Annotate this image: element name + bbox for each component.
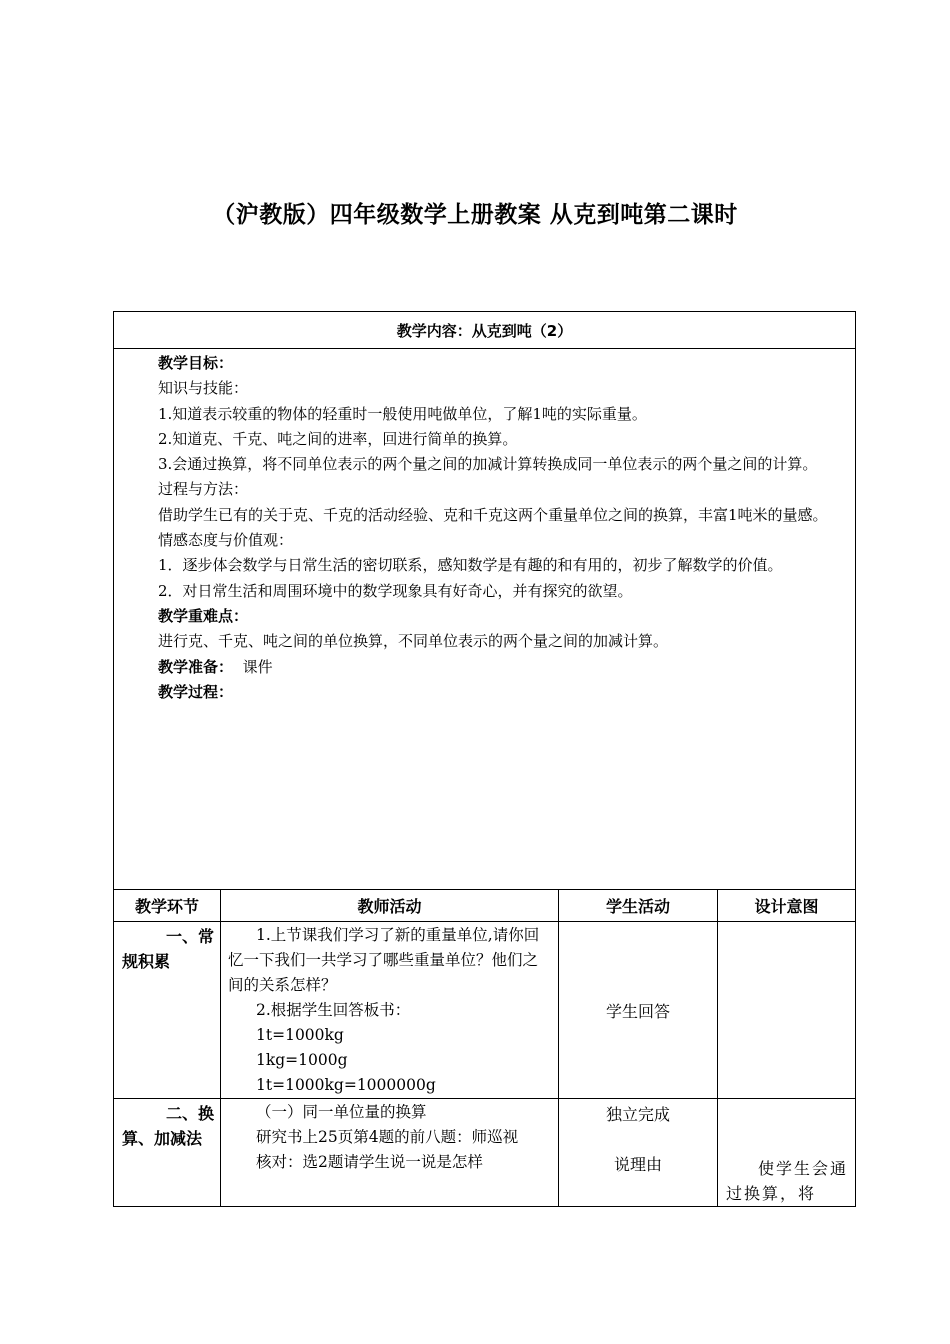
row-2-teacher-p2: 研究书上25页第4题的前八题：师巡视 xyxy=(256,1128,519,1146)
knowledge-item-2: 2.知道克、千克、吨之间的进率，回进行简单的换算。 xyxy=(158,429,518,448)
row-1-teacher-p5: 1t=1000kg=1000000g xyxy=(256,1076,436,1094)
prep-text: 课件 xyxy=(242,657,273,676)
difficulty-text: 进行克、千克、吨之间的单位换算，不同单位表示的两个量之间的加减计算。 xyxy=(158,632,669,651)
procedure-heading: 教学过程： xyxy=(158,682,234,701)
prep-line xyxy=(122,655,849,680)
col-header-stage: 教学环节 xyxy=(114,890,221,922)
prep-heading: 教学准备： xyxy=(158,657,234,676)
row-2-stage-line-2: 算、加减法 xyxy=(122,1129,203,1148)
process-item-1: 借助学生已有的关于克、千克的活动经验、克和千克这两个重量单位之间的换算，丰富1吨米的量感。 xyxy=(158,505,828,524)
difficulty-heading: 教学重难点： xyxy=(158,606,249,625)
row-1-student xyxy=(559,922,718,1099)
col-header-teacher: 教师活动 xyxy=(221,890,559,922)
row-1-student-text: 学生回答 xyxy=(605,1001,670,1021)
row-2-student-text-2: 说理由 xyxy=(613,1155,662,1174)
row-1-stage xyxy=(114,922,221,1099)
row-2-teacher xyxy=(221,1099,559,1207)
row-2-teacher-p3: 核对：选2题请学生说一说是怎样 xyxy=(256,1153,483,1171)
row-2-stage xyxy=(114,1099,221,1207)
row-1-stage-line-2: 规积累 xyxy=(122,952,171,971)
col-header-student: 学生活动 xyxy=(559,890,718,922)
row-1-teacher xyxy=(221,922,559,1099)
knowledge-heading: 知识与技能： xyxy=(158,379,249,398)
row-1-teacher-p2: 2.根据学生回答板书： xyxy=(256,1001,411,1019)
emotion-item-1: 1．逐步体会数学与日常生活的密切联系，感知数学是有趣的和有用的，初步了解数学的价值。 xyxy=(158,556,783,575)
knowledge-item-3: 3.会通过换算，将不同单位表示的两个量之间的加减计算转换成同一单位表示的两个量之间的计算。 xyxy=(158,455,818,474)
teaching-goals xyxy=(114,349,856,890)
row-2-student-text-1: 独立完成 xyxy=(605,1105,670,1124)
knowledge-item-1: 1.知道表示较重的物体的轻重时一般使用吨做单位，了解1吨的实际重量。 xyxy=(158,404,647,423)
emotion-item-2: 2．对日常生活和周围环境中的数学现象具有好奇心，并有探究的欲望。 xyxy=(158,581,633,600)
row-1-teacher-p4: 1kg=1000g xyxy=(256,1051,348,1069)
row-1-stage-line-1: 一、常 xyxy=(165,927,214,946)
content-header: 教学内容：从克到吨（2） xyxy=(114,312,856,349)
row-1-teacher-p1: 1.上节课我们学习了新的重量单位,请你回忆一下我们一共学习了哪些重量单位？他们之间的关系怎样？ xyxy=(228,926,540,994)
emotion-heading: 情感态度与价值观： xyxy=(158,531,294,550)
row-1-teacher-p3: 1t=1000kg xyxy=(256,1026,344,1044)
row-1-design xyxy=(718,922,856,1099)
process-heading: 过程与方法： xyxy=(158,480,249,499)
document-title: （沪教版）四年级数学上册教案 从克到吨第二课时 xyxy=(212,202,738,228)
goals-heading: 教学目标： xyxy=(158,354,234,372)
col-header-design: 设计意图 xyxy=(718,890,856,922)
row-2-stage-line-1: 二、换 xyxy=(165,1104,214,1123)
row-2-student xyxy=(559,1099,718,1207)
row-2-design: 使学生会通过换算，将 xyxy=(718,1099,856,1207)
row-2-teacher-p1: （一）同一单位量的换算 xyxy=(256,1103,427,1121)
lesson-plan-table xyxy=(113,311,856,1207)
